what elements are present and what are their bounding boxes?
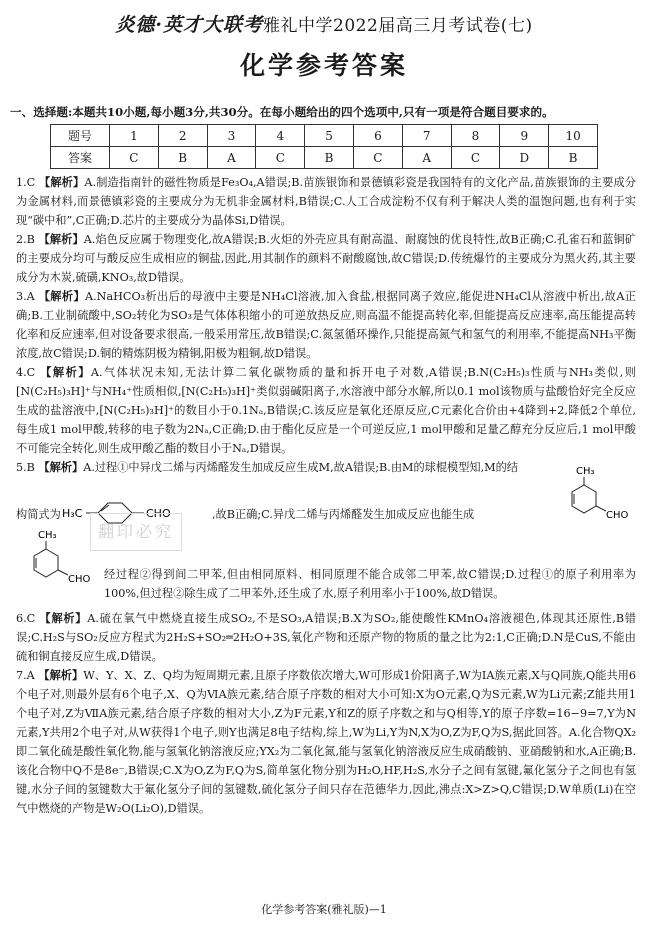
answer-cell: C	[110, 147, 159, 169]
explanation-item-6	[16, 609, 636, 666]
item-number: 7.A	[16, 669, 35, 682]
answer-explanations	[16, 173, 636, 818]
item-number: 3.A	[16, 290, 35, 303]
analysis-tag: 【解析】	[38, 289, 86, 303]
cho-label: CHO	[146, 507, 171, 520]
question-number: 1	[110, 125, 159, 147]
answer-table	[50, 124, 598, 169]
analysis-tag: 【解析】	[38, 175, 85, 189]
item-number: 5.B	[16, 461, 35, 474]
explanation-item-7	[16, 666, 636, 818]
explanation-text: A.气体状况未知,无法计算二氧化碳物质的量和拆开电子对数,A错误;B.N(C₂H₅)₃性质与NH₃类似,则[N(C₂H₅)₃H]⁺与NH₄⁺性质相似,[N(C₂H₅)₃H]⁺类似弱碱阳离子,水溶液中部分水解,所以0.1 mol该物质与盐酸恰好完全反应生成的盐溶液中,[N(C₂H₅)₃H]⁺的数目小于0.1Nₐ,B错误;C.该反应是氧化还原反应,C元素化合价由+4降到+2,降低2个单位,每生成1 mol甲酸,转移的电子数为2Nₐ,C正确;D.由于酯化反应是一个可逆反应,1 mol甲酸和足量乙醇充分反应后,1 mol甲酸不可能完全转化,则生成甲酸乙酯的数目小于Nₐ,D错误。	[16, 366, 636, 455]
question-number: 2	[158, 125, 207, 147]
analysis-tag: 【解析】	[39, 611, 88, 625]
answer-cell: C	[353, 147, 402, 169]
answer-cell: B	[158, 147, 207, 169]
header	[0, 10, 648, 37]
explanation-text: A.硫在氧气中燃烧直接生成SO₂,不是SO₃,A错误;B.X为SO₂,能使酸性KMnO₄溶液褪色,体现其还原性,B错误;C.H₂S与SO₂反应方程式为2H₂S+SO₂═2H₂O+3S,氧化产物和还原产物的物质的量之比为2:1,C正确;D.N是CuS,不能由硫和铜直接反应生成,D错误。	[16, 612, 636, 663]
table-row	[51, 147, 598, 169]
page-footer: 化学参考答案(雅礼版)—1	[261, 903, 387, 916]
question-number: 9	[500, 125, 549, 147]
question-number: 4	[256, 125, 305, 147]
ch3-label: CH₃	[576, 466, 595, 477]
question-number: 6	[353, 125, 402, 147]
exam-title: 雅礼中学2022届高三月考试卷(七)	[263, 16, 533, 36]
row-label-answer: 答案	[51, 147, 110, 169]
question-number: 10	[549, 125, 598, 147]
cho-label: CHO	[606, 510, 629, 521]
answer-cell: C	[451, 147, 500, 169]
answer-cell: A	[207, 147, 256, 169]
explanation-text: ,故B正确;C.异戊二烯与丙烯醛发生加成反应也能生成	[212, 508, 475, 521]
analysis-tag: 【解析】	[38, 668, 84, 682]
ring-shape	[34, 549, 58, 577]
explanation-item-1	[16, 173, 636, 230]
explanation-item-3	[16, 287, 636, 363]
explanation-text: W、Y、X、Z、Q均为短周期元素,且原子序数依次增大,W可形成1价阳离子,W为ⅠA族元素,X与Q同族,Q能共用6个电子对,则最外层有6个电子,X、Q为ⅥA族元素,结合原子序数的相对大小可知:X为O元素,Q为S元素,W为Li元素;Z能共用1个电子对,Z为ⅦA族元素,结合原子序数的相对大小,Z为F元素,Y和Z的原子序数之和与Q相等,Y的原子序数=16−9=7,Y为N元素,Y共用2个电子对,从W获得1个电子,则Y也满足8电子结构,综上,W为Li,Y为N,X为O,Z为F,Q为S,据此回答。A.化合物QX₂即二氧化硫是酸性氧化物,能与氢氧化钠溶液反应;YX₂为二氧化氮,能与氢氧化钠溶液反应生成硝酸钠、亚硝酸钠和水,A正确;B.该化合物中Q不是8e⁻,B错误;C.X为O,Z为F,Q为S,简单氢化物分别为H₂O,HF,H₂S,水分子之间有氢键,氟化氢分子之间也有氢键,水分子间的氢键数大于氟化氢分子间的氢键数,硫化氢分子间只存在范德华力,因此,沸点:X>Z>Q,C错误;D.W单质(Li)在空气中燃烧的产物是W₂O(Li₂O),D错误。	[16, 669, 636, 815]
explanation-item-4	[16, 363, 636, 458]
ring-shape	[572, 485, 596, 513]
explanation-text: A.NaHCO₃析出后的母液中主要是NH₄Cl溶液,加入食盐,根据同离子效应,能促进NH₄Cl从溶液中析出,故A正确;B.工业制硫酸中,SO₂转化为SO₃是气体体积缩小的可逆放热反应,则高温不能提高转化率,但能提高反应速率,高压能提高转化率和反应速率,但对设备要求很高,一般采用常压,故B错误;C.氮氢循环操作,只能提高氮气和氢气的利用率,不能提高NH₃平衡浓度,故C错误;D.铜的精炼阴极为精铜,阳极为粗铜,故D错误。	[16, 290, 636, 360]
answer-cell: D	[500, 147, 549, 169]
row-label-question: 题号	[51, 125, 110, 147]
analysis-tag: 【解析】	[38, 460, 84, 474]
question-number: 3	[207, 125, 256, 147]
question-number: 8	[451, 125, 500, 147]
explanation-text: 构简式为	[16, 508, 61, 521]
item-number: 1.C	[16, 176, 36, 189]
explanation-text: A.过程①中异戊二烯与丙烯醛发生加成反应生成M,故A错误;B.由M的球棍模型知,M的结	[83, 461, 518, 474]
explanation-line	[16, 458, 636, 477]
page-subtitle: 化学参考答案	[239, 51, 408, 80]
section-heading: 一、选择题:本题共10小题,每小题3分,共30分。在每小题给出的四个选项中,只有一项是符合题目要求的。	[10, 105, 554, 119]
answer-cell: B	[305, 147, 354, 169]
h3c-label: H₃C	[62, 507, 83, 520]
explanation-item-2	[16, 230, 636, 287]
analysis-tag: 【解析】	[38, 232, 84, 246]
item-number: 2.B	[16, 233, 35, 246]
table-row	[51, 125, 598, 147]
answer-cell: C	[256, 147, 305, 169]
question-number: 7	[402, 125, 451, 147]
cho-label: CHO	[68, 574, 91, 585]
explanation-text: 经过程②得到间二甲苯,但由相同原料、相同原理不能合成邻二甲苯,故C错误;D.过程①的原子利用率为100%,但过程②除生成了二甲苯外,还生成了水,原子利用率小于100%,故D错误。	[104, 568, 636, 600]
explanation-text: A.焰色反应属于物理变化,故A错误;B.火炬的外壳应具有耐高温、耐腐蚀的优良特性,故B正确;C.孔雀石和蓝铜矿的主要成分均可与酸反应生成相应的铜盐,因此,用其制作的颜料不耐酸腐蚀,故C错误;D.传统爆竹的主要成分为黑火药,其主要成分为木炭,硫磺,KNO₃,故D错误。	[16, 233, 636, 284]
ch3-label: CH₃	[38, 530, 57, 541]
watermark: 翻印必究	[90, 513, 182, 551]
item-number: 6.C	[16, 612, 36, 625]
brand-title: 炎德·英才大联考	[115, 14, 264, 36]
answer-cell: A	[402, 147, 451, 169]
molecule-product-structure	[554, 463, 636, 527]
analysis-tag: 【解析】	[40, 365, 91, 379]
question-number: 5	[305, 125, 354, 147]
explanation-text: A.制造指南针的磁性物质是Fe₃O₄,A错误;B.苗族银饰和景德镇彩瓷是我国特有的文化产品,苗族银饰的主要成分为金属材料,而景德镇彩瓷的主要成分为无机非金属材料,B错误;C.人工合成淀粉不仅有利于解决人类的温饱问题,也有利于实现“碳中和”,C正确;D.芯片的主要成分为晶体Si,D错误。	[16, 176, 636, 227]
answer-cell: B	[549, 147, 598, 169]
item-number: 4.C	[16, 366, 36, 379]
